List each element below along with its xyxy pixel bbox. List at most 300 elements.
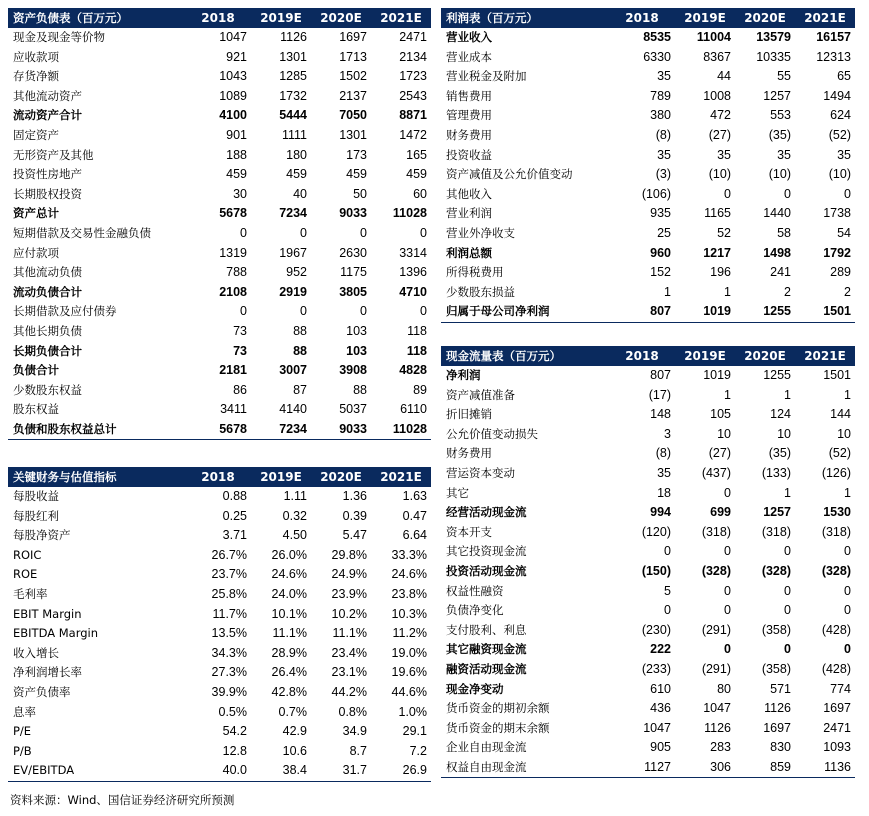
table-header-row: [8, 8, 431, 28]
row-label: 应付款项: [13, 245, 59, 260]
row-value: 0.25: [222, 508, 247, 523]
row-value: 23.4%: [331, 645, 367, 660]
row-label: 营业税金及附加: [446, 69, 527, 84]
row-value: 0: [784, 642, 791, 657]
table-row: [441, 106, 855, 126]
row-label: 固定资产: [13, 127, 59, 142]
row-value: (428): [821, 661, 851, 676]
row-value: 0: [420, 225, 427, 240]
row-value: (291): [701, 661, 731, 676]
row-label: 息率: [13, 704, 36, 719]
row-label: 营运资本变动: [446, 465, 515, 480]
row-value: (233): [641, 661, 671, 676]
row-value: 859: [735, 758, 795, 778]
row-value: 0.5%: [218, 704, 247, 719]
row-value: 50: [353, 186, 367, 201]
row-label: 长期借款及应付债券: [13, 304, 117, 319]
row-value: 10.1%: [271, 606, 307, 621]
row-label: 营业收入: [446, 30, 492, 44]
row-value: 5.47: [342, 528, 367, 543]
row-value: 24.6%: [391, 567, 427, 582]
row-value: 34.3%: [211, 645, 247, 660]
cash-flow-table: [441, 346, 855, 778]
row-value: 4100: [219, 108, 247, 123]
row-value: 7050: [339, 108, 367, 123]
row-label: 资产负债率: [13, 684, 71, 699]
table-row: [441, 444, 855, 464]
row-label: 营业外净收支: [446, 225, 515, 240]
row-value: 9033: [311, 420, 371, 440]
row-value: 0.8%: [338, 704, 367, 719]
row-value: 1732: [279, 88, 307, 103]
row-value: 1285: [279, 69, 307, 84]
row-value: 7234: [279, 206, 307, 221]
year-header: 2019E: [675, 346, 735, 366]
row-value: 152: [650, 265, 671, 280]
row-value: 1255: [763, 368, 791, 382]
row-value: 88: [293, 323, 307, 338]
table-row: [441, 699, 855, 719]
row-value: 24.6%: [271, 567, 307, 582]
row-value: 1792: [823, 245, 851, 260]
row-value: 55: [777, 69, 791, 84]
table-row: [441, 464, 855, 484]
row-value: (10): [768, 167, 791, 182]
row-label: 营业利润: [446, 206, 492, 221]
row-value: 3007: [279, 363, 307, 378]
row-value: 13.5%: [211, 626, 247, 641]
row-value: 25.8%: [211, 586, 247, 601]
row-value: 173: [346, 147, 367, 162]
row-value: 8871: [399, 108, 427, 123]
row-label: 货币资金的期末余额: [446, 720, 550, 735]
row-value: 0: [300, 225, 307, 240]
row-label: 权益性融资: [446, 583, 504, 598]
row-value: 699: [710, 505, 731, 520]
row-value: 4710: [399, 284, 427, 299]
row-value: 42.8%: [271, 684, 307, 699]
row-value: (10): [828, 167, 851, 182]
row-value: 40: [293, 186, 307, 201]
table-row: [8, 507, 431, 527]
table-row: [441, 660, 855, 680]
row-value: 1: [724, 284, 731, 299]
row-value: 1089: [219, 88, 247, 103]
row-value: 65: [837, 69, 851, 84]
row-value: 1043: [219, 69, 247, 84]
row-value: 44.6%: [391, 684, 427, 699]
row-value: 2630: [339, 245, 367, 260]
row-value: 1136: [795, 758, 855, 778]
row-value: (52): [828, 446, 851, 461]
row-value: 1175: [340, 265, 367, 280]
year-header: 2018: [609, 346, 675, 366]
table-row: [441, 263, 855, 283]
table-row: [8, 165, 431, 185]
table-row: [441, 738, 855, 758]
row-value: 807: [609, 302, 675, 322]
table-row: [441, 484, 855, 504]
row-value: 901: [226, 127, 247, 142]
row-label: 投资活动现金流: [446, 563, 527, 578]
row-value: 26.9: [371, 761, 431, 781]
row-value: 0: [300, 304, 307, 319]
table-header-row: [441, 346, 855, 366]
row-value: 33.3%: [391, 547, 427, 562]
row-value: 88: [293, 343, 307, 358]
row-value: 222: [650, 642, 671, 657]
table-row: [8, 565, 431, 585]
table-row: [8, 244, 431, 264]
table-row: [8, 420, 431, 440]
row-value: 1738: [823, 206, 851, 221]
row-value: 5: [664, 583, 671, 598]
row-label: P/B: [13, 743, 32, 758]
row-value: 1019: [675, 302, 735, 322]
row-value: (120): [641, 524, 671, 539]
row-value: 2134: [399, 49, 427, 64]
row-label: 公允价值变动损失: [446, 426, 538, 441]
row-value: 0: [724, 583, 731, 598]
year-header: 2021E: [371, 8, 431, 28]
row-label: 资产减值及公允价值变动: [446, 167, 573, 182]
table-row: [441, 165, 855, 185]
row-label: P/E: [13, 724, 32, 739]
row-value: 830: [770, 740, 791, 755]
row-value: 35: [657, 465, 671, 480]
row-value: 103: [346, 323, 367, 338]
table-row: [441, 562, 855, 582]
row-value: 11004: [696, 30, 731, 44]
table-row: [441, 640, 855, 660]
table-row: [441, 48, 855, 68]
row-label: 财务费用: [446, 446, 492, 461]
row-value: 0: [844, 603, 851, 618]
row-value: 289: [830, 265, 851, 280]
row-label: EBIT Margin: [13, 606, 82, 621]
table-row: [441, 680, 855, 700]
row-label: 长期负债合计: [13, 343, 82, 358]
table-row: [441, 224, 855, 244]
row-label: 净利润增长率: [13, 665, 82, 680]
row-value: 1255: [735, 302, 795, 322]
balance-sheet-table: [8, 8, 431, 440]
row-value: 5444: [279, 108, 307, 123]
row-value: (106): [641, 186, 671, 201]
row-value: 0: [844, 583, 851, 598]
row-value: 459: [226, 167, 247, 182]
table-row: [8, 683, 431, 703]
table-row: [441, 582, 855, 602]
row-value: 3314: [399, 245, 427, 260]
row-label: 毛利率: [13, 586, 48, 601]
row-value: 0: [664, 544, 671, 559]
table-row: [8, 722, 431, 742]
row-label: 每股红利: [13, 508, 59, 523]
row-value: 1697: [823, 701, 851, 716]
table-row: [8, 703, 431, 723]
row-value: 24.9%: [331, 567, 367, 582]
row-value: 3.71: [222, 528, 247, 543]
row-label: 货币资金的期初余额: [446, 701, 550, 716]
row-value: 5037: [339, 402, 367, 417]
row-label: 其它投资现金流: [446, 544, 527, 559]
row-value: 1.0%: [398, 704, 427, 719]
table-header-row: [8, 467, 431, 487]
row-value: (35): [768, 127, 791, 142]
row-value: 144: [830, 407, 851, 422]
row-value: 40.0: [185, 761, 251, 781]
row-value: 73: [233, 343, 247, 358]
table-row: [441, 87, 855, 107]
row-value: 54.2: [222, 724, 247, 739]
row-value: 0: [784, 544, 791, 559]
row-value: 180: [286, 147, 307, 162]
row-value: 1.36: [342, 489, 367, 503]
row-value: 19.6%: [391, 665, 427, 680]
row-value: 571: [770, 681, 791, 696]
row-value: 935: [650, 206, 671, 221]
row-value: 23.1%: [331, 665, 367, 680]
row-value: 6110: [400, 402, 427, 417]
row-value: 10.2%: [331, 606, 367, 621]
row-value: 553: [770, 108, 791, 123]
table-row: [8, 487, 431, 507]
table-row: [441, 758, 855, 778]
row-value: (27): [708, 446, 731, 461]
row-label: 融资活动现金流: [446, 661, 527, 676]
row-label: 流动资产合计: [13, 108, 82, 123]
row-value: 1396: [399, 265, 427, 280]
table-row: [441, 523, 855, 543]
table-row: [8, 263, 431, 283]
row-value: 2108: [219, 284, 247, 299]
row-value: 1: [664, 284, 671, 299]
table-row: [441, 542, 855, 562]
row-value: 7234: [251, 420, 311, 440]
row-value: 35: [657, 147, 671, 162]
table-row: [8, 761, 431, 781]
table-row: [8, 87, 431, 107]
row-value: 11028: [392, 206, 427, 221]
row-value: 1126: [280, 30, 307, 44]
row-value: 283: [710, 740, 731, 755]
row-label: 企业自由现金流: [446, 740, 527, 755]
row-value: (35): [768, 446, 791, 461]
table-row: [8, 381, 431, 401]
table-title: 现金流量表（百万元）: [441, 346, 609, 366]
row-value: (3): [655, 167, 671, 182]
year-header: 2020E: [735, 346, 795, 366]
row-value: 1501: [823, 368, 851, 382]
row-value: 11.7%: [212, 606, 247, 621]
table-row: [441, 425, 855, 445]
row-label: 现金净变动: [446, 681, 504, 696]
row-value: 105: [710, 407, 731, 422]
row-value: 4828: [399, 363, 427, 378]
row-value: 306: [675, 758, 735, 778]
table-row: [8, 302, 431, 322]
row-value: 1.11: [283, 489, 307, 503]
row-value: 2471: [399, 30, 427, 44]
row-value: 1019: [703, 368, 731, 382]
row-value: 29.8%: [331, 547, 367, 562]
row-value: 89: [413, 382, 427, 397]
row-label: 资产总计: [13, 206, 59, 221]
row-value: 58: [777, 225, 791, 240]
row-label: 其它: [446, 485, 469, 500]
row-value: 42.9: [282, 724, 307, 739]
row-value: 0: [844, 544, 851, 559]
row-label: 销售费用: [446, 88, 492, 103]
row-value: 1257: [763, 505, 791, 520]
row-value: 52: [717, 225, 731, 240]
row-value: 16157: [816, 30, 851, 44]
row-label: 长期股权投资: [13, 186, 82, 201]
row-value: 8367: [703, 49, 731, 64]
year-header: 2018: [609, 8, 675, 28]
row-label: 投资收益: [446, 147, 492, 162]
row-value: 1: [844, 387, 851, 402]
row-label: 投资性房地产: [13, 167, 82, 182]
row-value: 44: [717, 69, 731, 84]
row-value: 0: [724, 544, 731, 559]
row-value: 0.88: [222, 489, 247, 503]
row-value: 11.2%: [392, 626, 427, 641]
key-ratios-table: [8, 467, 431, 782]
row-value: 1967: [279, 245, 307, 260]
table-row: [8, 185, 431, 205]
row-label: 存货净额: [13, 69, 59, 84]
table-row: [8, 106, 431, 126]
row-value: 2181: [219, 363, 247, 378]
row-value: 4140: [279, 402, 307, 417]
table-row: [441, 146, 855, 166]
row-value: 380: [650, 108, 671, 123]
row-label: EV/EBITDA: [8, 761, 185, 781]
row-value: 44.2%: [331, 684, 367, 699]
row-value: 1: [784, 387, 791, 402]
row-value: 8.7: [349, 743, 367, 758]
row-label: 资产减值准备: [446, 387, 515, 402]
row-value: 29.1: [402, 724, 427, 739]
row-value: 0: [724, 186, 731, 201]
row-value: (291): [701, 622, 731, 637]
row-value: 23.7%: [211, 567, 247, 582]
row-value: 459: [286, 167, 307, 182]
row-value: 12313: [816, 49, 851, 64]
table-row: [8, 742, 431, 762]
row-value: 3411: [220, 402, 247, 417]
row-value: 148: [650, 407, 671, 422]
row-value: 1047: [219, 30, 247, 44]
year-header: 2019E: [251, 467, 311, 487]
row-label: 所得税费用: [446, 265, 504, 280]
table-header-row: [441, 8, 855, 28]
row-value: (328): [821, 563, 851, 578]
table-row: [8, 67, 431, 87]
row-value: 0: [784, 186, 791, 201]
row-value: 1008: [703, 88, 731, 103]
year-header: 2020E: [311, 467, 371, 487]
table-row: [441, 283, 855, 303]
row-value: 0: [240, 225, 247, 240]
row-label: 少数股东权益: [13, 382, 82, 397]
row-value: 11.1%: [332, 626, 367, 641]
table-row: [8, 526, 431, 546]
table-row: [8, 126, 431, 146]
table-title: 资产负债表（百万元）: [8, 8, 185, 28]
table-row: [441, 185, 855, 205]
row-value: 1111: [281, 127, 307, 142]
row-label: 其他收入: [446, 186, 492, 201]
row-label: 负债净变化: [446, 603, 504, 618]
row-value: 10: [777, 426, 791, 441]
table-row: [8, 605, 431, 625]
row-value: 0: [784, 583, 791, 598]
year-header: 2019E: [675, 8, 735, 28]
row-value: 73: [233, 323, 247, 338]
row-value: 26.4%: [271, 665, 307, 680]
table-row: [8, 146, 431, 166]
row-label: 应收款项: [13, 49, 59, 64]
row-value: (328): [761, 563, 791, 578]
row-value: 13579: [756, 30, 791, 44]
row-value: 3805: [339, 284, 367, 299]
table-row: [441, 503, 855, 523]
row-value: 38.4: [251, 761, 311, 781]
row-value: 0: [844, 642, 851, 657]
row-value: 23.8%: [391, 586, 427, 601]
table-row: [441, 601, 855, 621]
row-value: 788: [226, 265, 247, 280]
table-row: [8, 224, 431, 244]
row-label: 营业成本: [446, 49, 492, 64]
row-value: 2919: [279, 284, 307, 299]
row-value: 25: [657, 225, 671, 240]
row-value: 1301: [279, 49, 307, 64]
row-value: 10: [837, 426, 851, 441]
row-value: 34.9: [342, 724, 367, 739]
table-row: [441, 621, 855, 641]
row-label: 每股收益: [13, 489, 59, 503]
row-label: 收入增长: [13, 645, 59, 660]
row-label: 管理费用: [446, 108, 492, 123]
year-header: 2021E: [371, 467, 431, 487]
row-value: 12.8: [222, 743, 247, 758]
row-value: 1498: [763, 245, 791, 260]
row-value: 35: [717, 147, 731, 162]
row-value: 35: [777, 147, 791, 162]
row-value: (318): [701, 524, 731, 539]
row-value: 118: [407, 323, 427, 338]
row-value: 1697: [763, 720, 791, 735]
row-value: 6330: [643, 49, 671, 64]
row-label: 净利润: [446, 368, 481, 382]
row-value: 196: [710, 265, 731, 280]
row-value: 472: [710, 108, 731, 123]
row-value: 35: [837, 147, 851, 162]
row-value: 60: [413, 186, 427, 201]
table-row: [8, 342, 431, 362]
row-value: (318): [821, 524, 851, 539]
row-value: 31.7: [311, 761, 371, 781]
row-value: 10.6: [282, 743, 307, 758]
year-header: 2018: [185, 467, 251, 487]
row-label: 现金及现金等价物: [13, 30, 105, 44]
row-value: 0: [664, 603, 671, 618]
table-title: 关键财务与估值指标: [8, 467, 185, 487]
